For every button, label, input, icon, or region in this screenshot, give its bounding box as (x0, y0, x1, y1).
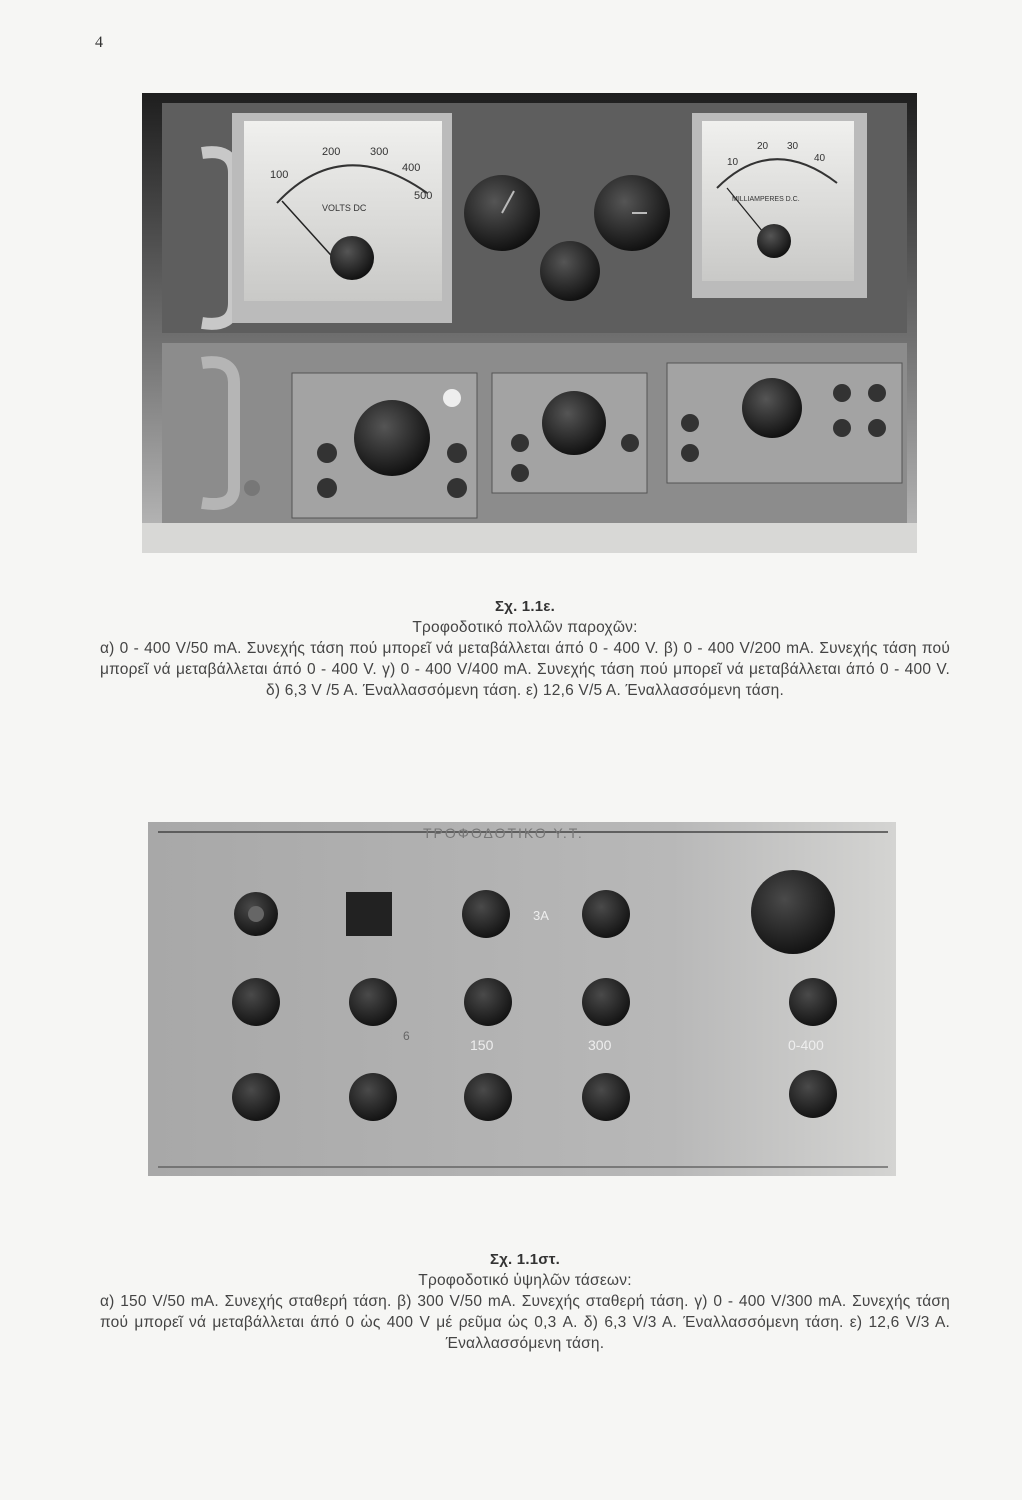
photo-multi-output-power-supply (142, 93, 917, 553)
left-meter-label: VOLTS DC (322, 203, 367, 213)
left-meter-tick: 300 (370, 146, 389, 158)
figure1-body: α) 0 - 400 V/50 mA. Συνεχής τάση πού μπορεῖ νά μεταβάλλεται άπό 0 - 400 V. β) 0 - 400 V/200 mA. Συνεχής τάση πού μπορεῖ νά μεταβάλλεται άπό 0 - 400 V. γ) 0 - 400 V/400 mA. Συνεχής τάση πού μπορεῖ νά μεταβάλλεται άπό 0 - 400 V. δ) 6,3 V /5 A. Έναλλασσόμενη τάση. ε) 12,6 V/5 A. Έναλλασσόμενη τάση. (100, 640, 950, 699)
left-meter-tick: 500 (414, 190, 433, 202)
right-meter-tick: 10 (727, 157, 739, 168)
terminal-label: 6 (403, 1029, 410, 1043)
right-meter (692, 113, 867, 298)
left-meter-tick: 200 (322, 146, 341, 158)
terminal-label: 150 (470, 1037, 494, 1053)
page-number: 4 (95, 34, 103, 51)
panel-title: ΤΡΟΦΟΔΟΤΙΚΟ Υ.Τ. (423, 825, 584, 841)
figure1-caption (100, 596, 950, 701)
left-meter-tick: 100 (270, 169, 289, 181)
figure1-subtitle: Τροφοδοτικό πολλῶν παροχῶν: (412, 619, 638, 636)
figure2-subtitle: Τροφοδοτικό ὑψηλῶν τάσεων: (418, 1272, 632, 1289)
left-meter-tick: 400 (402, 162, 421, 174)
fuse-label: 3A (533, 908, 549, 923)
photo-high-voltage-power-supply (148, 822, 896, 1176)
right-meter-tick: 20 (757, 141, 769, 152)
left-meter (232, 113, 452, 323)
figure2-body: α) 150 V/50 mA. Συνεχής σταθερή τάση. β) 300 V/50 mA. Συνεχής σταθερή τάση. γ) 0 - 400 V/300 mA. Συνεχής τάση πού μπορεῖ νά μεταβάλλεται άπό 0 ὡς 400 V μέ ρεῦμα ὡς 0,3 A. δ) 6,3 V/3 A. Έναλλασσόμενη τάση. ε) 12,6 V/3 A. Έναλλασσόμενη τάση. (100, 1293, 950, 1352)
figure2-label: Σχ. 1.1στ. (490, 1251, 560, 1268)
terminal-label: 300 (588, 1037, 612, 1053)
figure1-label: Σχ. 1.1ε. (495, 598, 555, 615)
right-meter-tick: 40 (814, 153, 826, 164)
right-meter-tick: 30 (787, 141, 799, 152)
right-meter-label: MILLIAMPERES D.C. (732, 196, 800, 203)
figure2-caption (100, 1249, 950, 1354)
terminal-label: 0-400 (788, 1037, 824, 1053)
